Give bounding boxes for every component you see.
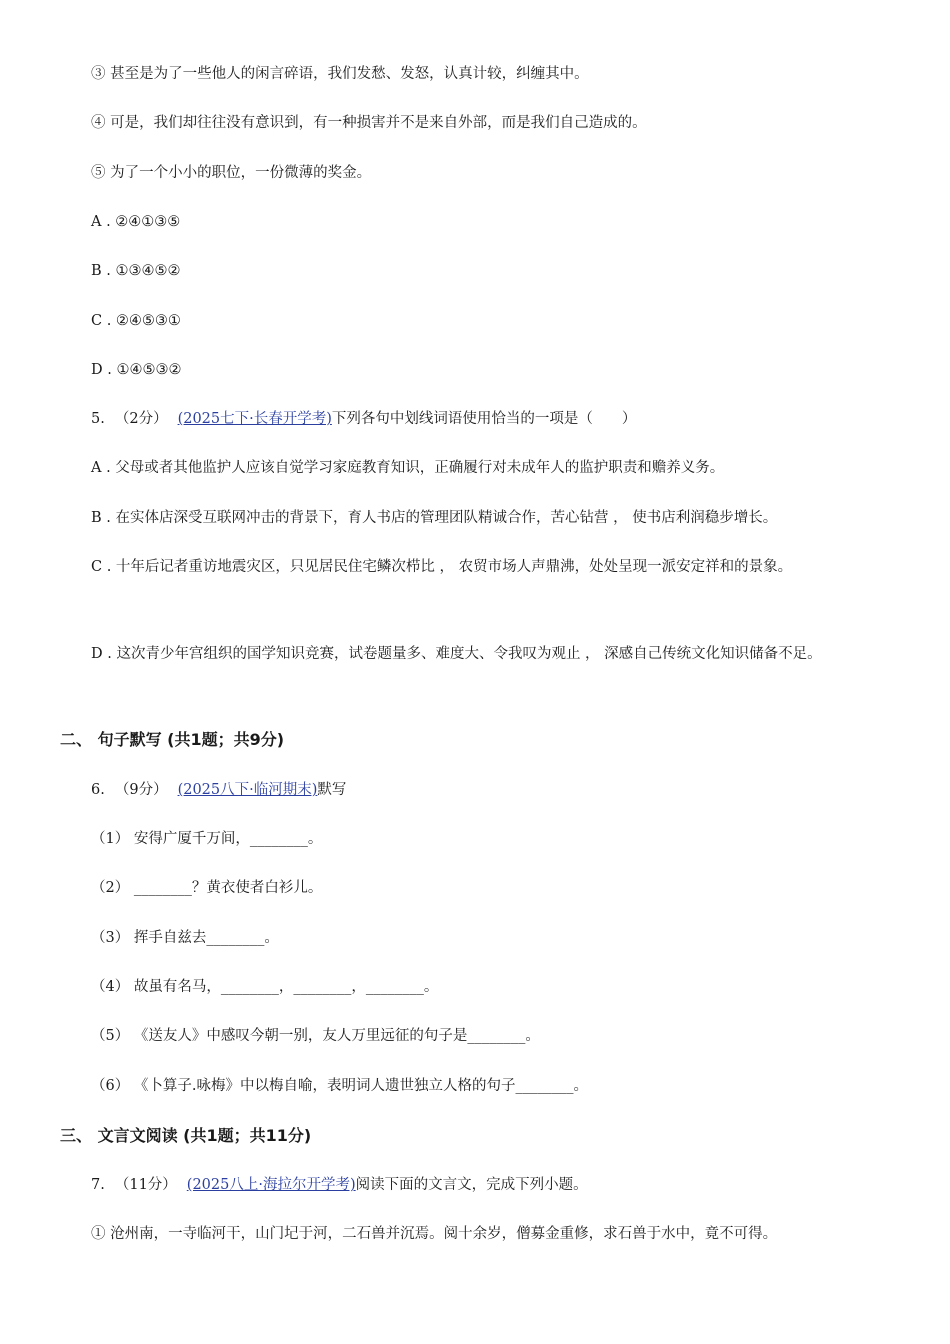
q6-stem-line (91, 780, 346, 800)
question-source-link[interactable]: (2025七下·长春开学考) (177, 411, 332, 427)
section-heading-3: 三、 文言文阅读 (共1题；共11分) (60, 1126, 312, 1145)
q6-item-5: （5） 《送友人》中感叹今朝一别，友人万里远征的句子是________。 (91, 1028, 540, 1044)
question-score: （11分） (114, 1177, 177, 1193)
q6-item-2: （2） ________？黄衣使者白衫儿。 (91, 880, 323, 896)
q4-item-5: ⑤ 为了一个小小的职位，一份微薄的奖金。 (91, 165, 372, 181)
q5-option-b[interactable]: B . 在实体店深受互联网冲击的背景下，育人书店的管理团队精诚合作，苦心钻营 ， 使书店利润稳步增长。 (91, 510, 778, 526)
question-stem: 下列各句中划线词语使用恰当的一项是（ ） (331, 411, 637, 427)
question-stem: 阅读下面的文言文，完成下列小题。 (355, 1177, 588, 1193)
question-stem: 默写 (317, 782, 347, 798)
q4-option-c[interactable]: C . ②④⑤③① (91, 313, 181, 329)
q4-option-d[interactable]: D . ①④⑤③② (91, 362, 182, 378)
q6-item-3: （3） 挥手自兹去________。 (91, 930, 279, 946)
q5-option-a[interactable]: A . 父母或者其他监护人应该自觉学习家庭教育知识，正确履行对未成年人的监护职责和赡养义务。 (91, 460, 725, 476)
q4-item-3: ③ 甚至是为了一些他人的闲言碎语，我们发愁、发怒，认真计较，纠缠其中。 (91, 66, 589, 82)
section-heading-2: 二、 句子默写 (共1题；共9分) (60, 730, 285, 749)
q4-option-a[interactable]: A . ②④①③⑤ (91, 214, 181, 230)
q4-option-b[interactable]: B . ①③④⑤② (91, 263, 181, 279)
q6-item-6: （6） 《卜算子.咏梅》中以梅自喻，表明词人遗世独立人格的句子________。 (91, 1078, 588, 1094)
q5-stem-line (91, 409, 636, 429)
question-number: 5. (91, 411, 105, 427)
q5-option-c[interactable]: C . 十年后记者重访地震灾区，只见居民住宅鳞次栉比 ， 农贸市场人声鼎沸，处处呈现一派安定祥和的景象。 (91, 559, 793, 575)
q7-passage-line: ① 沧州南，一寺临河干，山门圮于河，二石兽并沉焉。阅十余岁，僧募金重修，求石兽于水中，竟不可得。 (91, 1226, 778, 1242)
q4-item-4: ④ 可是，我们却往往没有意识到，有一种损害并不是来自外部，而是我们自己造成的。 (91, 115, 647, 131)
question-source-link[interactable]: (2025八上·海拉尔开学考) (186, 1177, 356, 1193)
question-number: 6. (91, 782, 105, 798)
q6-item-4: （4） 故虽有名马，________，________，________。 (91, 979, 439, 995)
q5-option-d[interactable]: D . 这次青少年宫组织的国学知识竞赛，试卷题量多、难度大、令我叹为观止 ， 深感自己传统文化知识储备不足。 (91, 646, 822, 662)
question-number: 7. (91, 1177, 105, 1193)
question-source-link[interactable]: (2025八下·临河期末) (177, 782, 318, 798)
question-score: （9分） (114, 782, 168, 798)
q7-stem-line (91, 1175, 588, 1195)
question-score: （2分） (114, 411, 168, 427)
q6-item-1: （1） 安得广厦千万间，________。 (91, 831, 323, 847)
